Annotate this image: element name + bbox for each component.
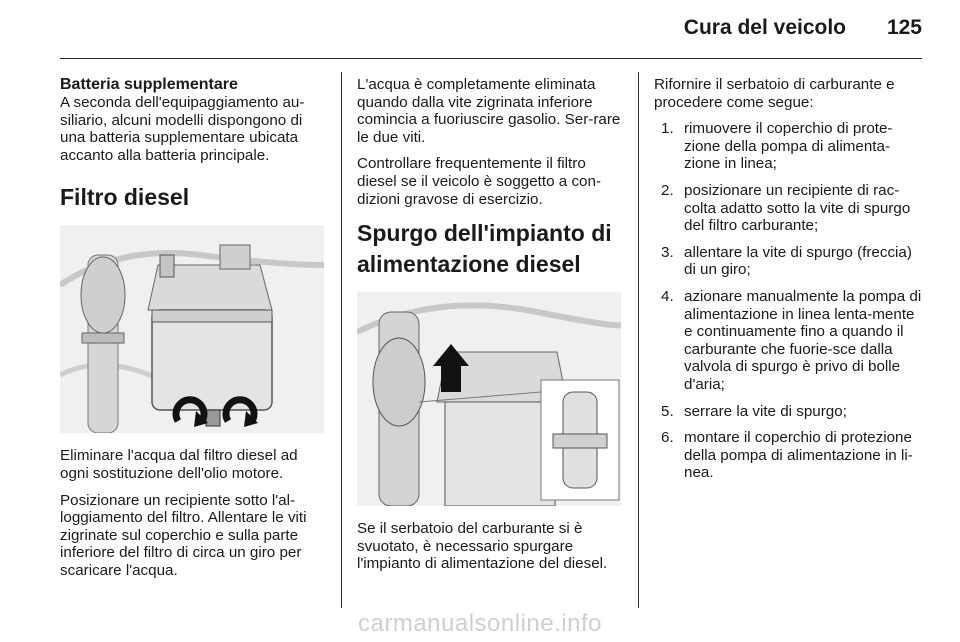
column-divider-right (638, 72, 639, 608)
bleed-heading: Spurgo dell'impianto di alimentazione diesel (357, 220, 612, 278)
filter-heading: Filtro diesel (60, 184, 190, 211)
column-1 (60, 76, 326, 589)
step-item: 6. montare il coperchio di protezione della pompa di alimentazione in li-nea. (661, 429, 913, 482)
diesel-filter-illustration (60, 225, 324, 433)
battery-heading: Batteria supplementare (60, 76, 238, 93)
empty-tank-paragraph: Se il serbatoio del carburante si è svuotato, è necessario spurgare l'impianto di alimentazione del diesel. (357, 520, 608, 573)
page-number: 125 (886, 16, 922, 39)
check-filter-paragraph: Controllare frequentemente il filtro diesel se il veicolo è soggetto a con-dizioni gravose di esercizio. (357, 155, 601, 208)
procedure-steps (654, 120, 926, 482)
fuel-hose-left (81, 255, 125, 433)
watermark: carmanualsonline.info (358, 610, 602, 637)
step-item: 5. serrare la vite di spurgo; (661, 402, 847, 420)
battery-paragraph: A seconda dell'equipaggiamento au-siliario, alcuni modelli dispongono di una batteria supplementare ubicata accanto alla batteria principale. (60, 94, 305, 164)
column-3 (654, 76, 926, 491)
header-rule (60, 58, 922, 59)
procedure-intro: Rifornire il serbatoio di carburante e procedere come segue: (654, 76, 895, 111)
water-eliminated-paragraph: L'acqua è completamente eliminata quando dalla vite zigrinata inferiore comincia a fuoriuscire gasolio. Ser-rare le due viti. (357, 76, 621, 146)
page-header-title: Cura del veicolo (683, 16, 846, 39)
column-2 (357, 76, 625, 582)
fuel-bleed-illustration (357, 292, 621, 506)
step-item: 4. azionare manualmente la pompa di alimentazione in linea lenta-mente e continuamente fino a quando il carburante che fuorie-sce dalla valvola di spurgo è privo di bolle d'aria; (661, 287, 922, 393)
column-divider-left (341, 72, 342, 608)
inline-pump (373, 312, 425, 506)
step-item: 2. posizionare un recipiente di rac-colta adatto sotto la vite di spurgo del filtro carburante; (661, 181, 911, 235)
step-item: 1. rimuovere il coperchio di prote-zione della pompa di alimenta-zione in linea; (661, 120, 893, 173)
water-removal-paragraph: Eliminare l'acqua dal filtro diesel ad ogni sostituzione dell'olio motore. (60, 447, 298, 482)
container-paragraph: Posizionare un recipiente sotto l'al-loggiamento del filtro. Allentare le viti zigrinate sul coperchio e sulla parte inferiore del filtro di circa un giro per scaricare l'acqua. (60, 491, 307, 579)
step-item: 3. allentare la vite di spurgo (freccia) di un giro; (661, 243, 912, 279)
